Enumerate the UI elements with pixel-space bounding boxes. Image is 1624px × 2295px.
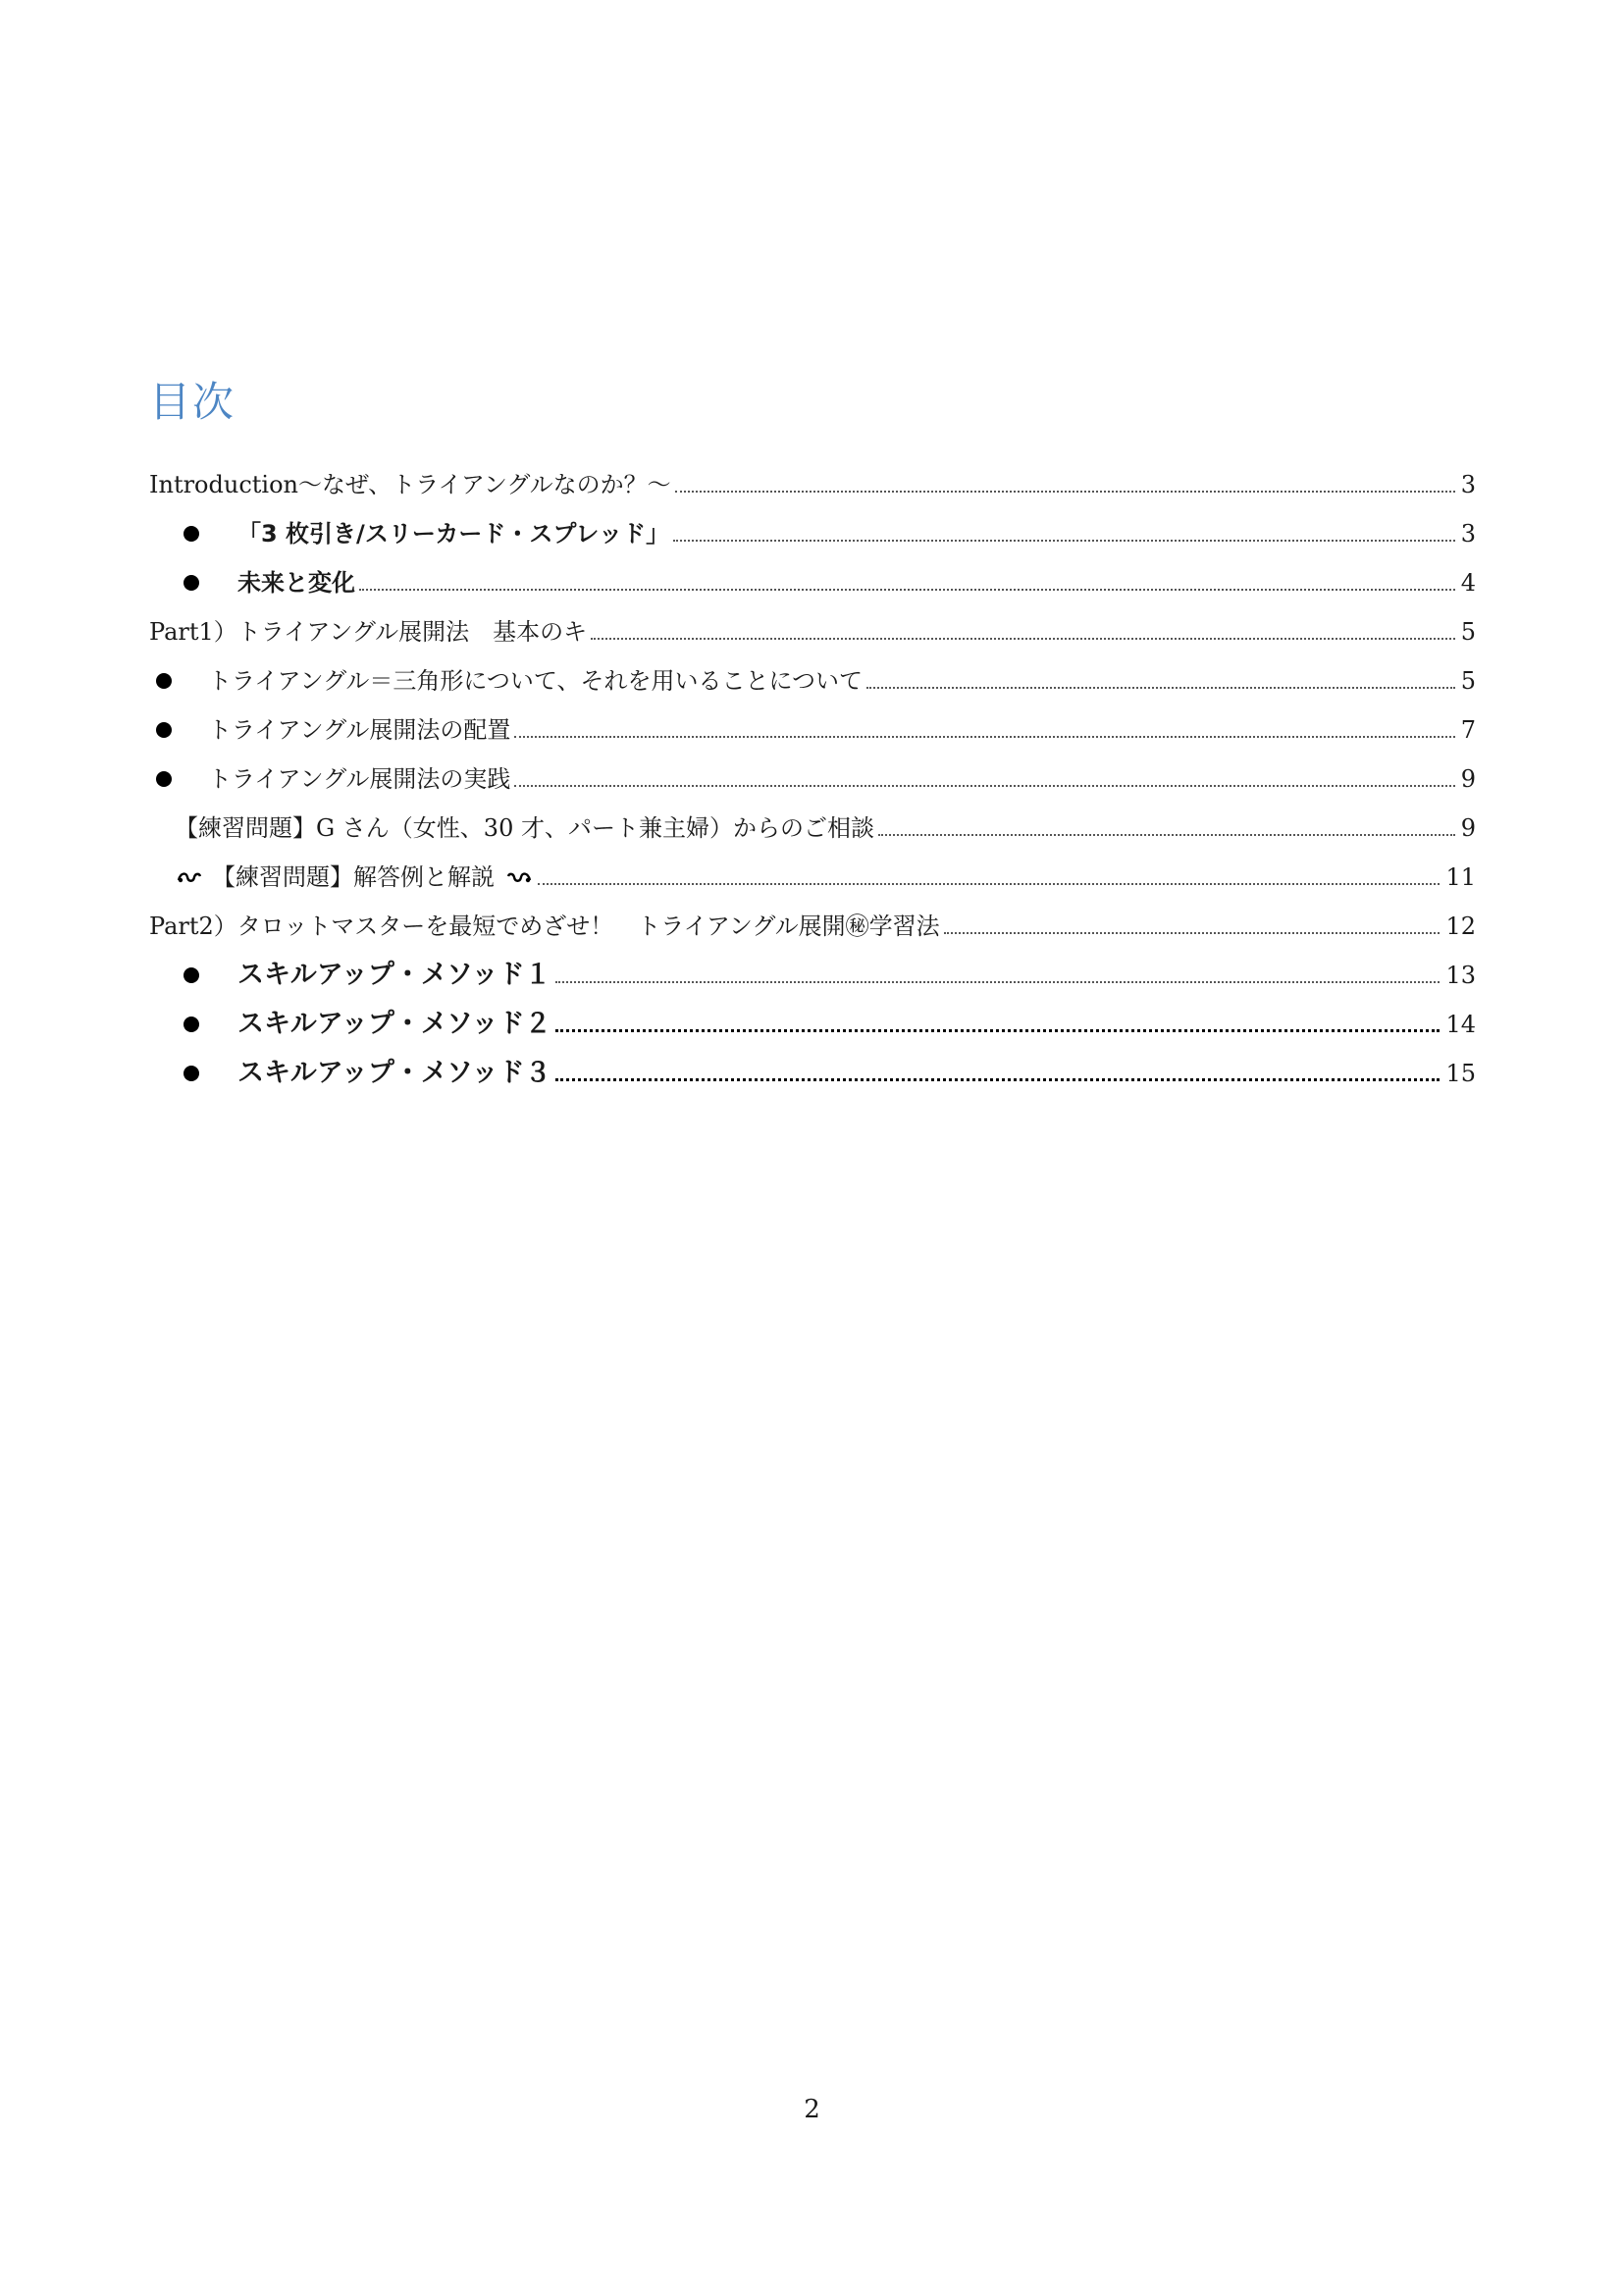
toc-entry-page: 9 [1460,814,1476,842]
toc-entry-label: スキルアップ・メソッド１ [237,960,551,990]
toc-entry-page: 11 [1445,863,1476,891]
dot-leader [944,932,1441,934]
toc-entry-label: Introduction～なぜ、トライアングルなのか？～ [149,471,671,498]
toc-entry-triangle-layout[interactable] [149,697,1476,746]
bullet-icon [177,518,206,549]
toc-entry-future-and-change[interactable] [149,549,1476,599]
bullet-icon [177,1009,206,1040]
toc-entry-page: 13 [1445,962,1476,989]
bullet-icon [149,714,179,746]
toc-entry-exercise-consultation[interactable] [149,795,1476,844]
toc-entry-part1[interactable] [149,599,1476,648]
swirl-left-icon [175,861,204,893]
dot-leader [673,540,1455,542]
toc-entry-page: 9 [1460,765,1476,793]
dot-leader [555,1078,1441,1081]
toc-entry-triangle-practice[interactable] [149,746,1476,795]
dot-leader [878,834,1455,836]
swirl-right-icon [504,861,534,893]
page-number: 2 [804,2095,820,2124]
toc-entry-skillup-method-3[interactable] [149,1040,1476,1089]
toc-title: 目次 [149,378,236,426]
toc-entry-label: 【練習問題】G さん（女性、30 才、パート兼主婦）からのご相談 [175,814,874,842]
dot-leader [514,736,1454,738]
toc-entry-page: 4 [1460,569,1476,597]
bullet-icon [177,960,206,991]
bullet-icon [177,567,206,599]
toc-entry-label: スキルアップ・メソッド２ [237,1009,551,1039]
toc-entry-page: 3 [1460,471,1476,498]
toc-entry-page: 3 [1460,520,1476,548]
toc-entry-page: 15 [1445,1060,1476,1087]
dot-leader [514,785,1454,787]
dot-leader [591,638,1455,640]
dot-leader [359,589,1455,591]
toc-entry-page: 7 [1460,716,1476,744]
toc-entry-label: 未来と変化 [237,569,355,597]
toc-entry-introduction[interactable] [149,451,1476,500]
dot-leader [555,981,1441,983]
bullet-icon [177,1058,206,1089]
toc-entry-skillup-method-2[interactable] [149,991,1476,1040]
toc-entry-label: Part1）トライアングル展開法 基本のキ [149,618,588,646]
toc-entry-label: スキルアップ・メソッド３ [237,1058,551,1088]
toc-entry-skillup-method-1[interactable] [149,942,1476,991]
bullet-icon [149,665,179,697]
toc-entry-triangle-meaning[interactable] [149,648,1476,697]
toc-entry-three-card-spread[interactable] [149,500,1476,549]
toc-entry-label: トライアングル＝三角形について、それを用いることについて [208,667,863,695]
toc-entry-label: 【練習問題】解答例と解説 [212,863,495,891]
bullet-icon [149,763,179,795]
toc-entry-exercise-answers[interactable] [149,844,1476,893]
dot-leader [866,687,1455,689]
dot-leader [675,491,1455,493]
toc-entry-label: Part2）タロットマスターを最短でめざせ！ トライアングル展開㊙学習法 [149,913,940,940]
toc-entry-page: 14 [1445,1011,1476,1038]
toc-entry-label: トライアングル展開法の実践 [208,765,511,793]
toc-entry-page: 5 [1460,667,1476,695]
toc-entry-label: 「3 枚引き/スリーカード・スプレッド」 [237,520,670,548]
toc-entry-page: 12 [1445,913,1476,940]
dot-leader [538,883,1440,885]
table-of-contents [149,451,1476,1089]
toc-entry-label: トライアングル展開法の配置 [208,716,511,744]
toc-entry-page: 5 [1460,618,1476,646]
toc-entry-part2[interactable] [149,893,1476,942]
dot-leader [555,1029,1441,1032]
